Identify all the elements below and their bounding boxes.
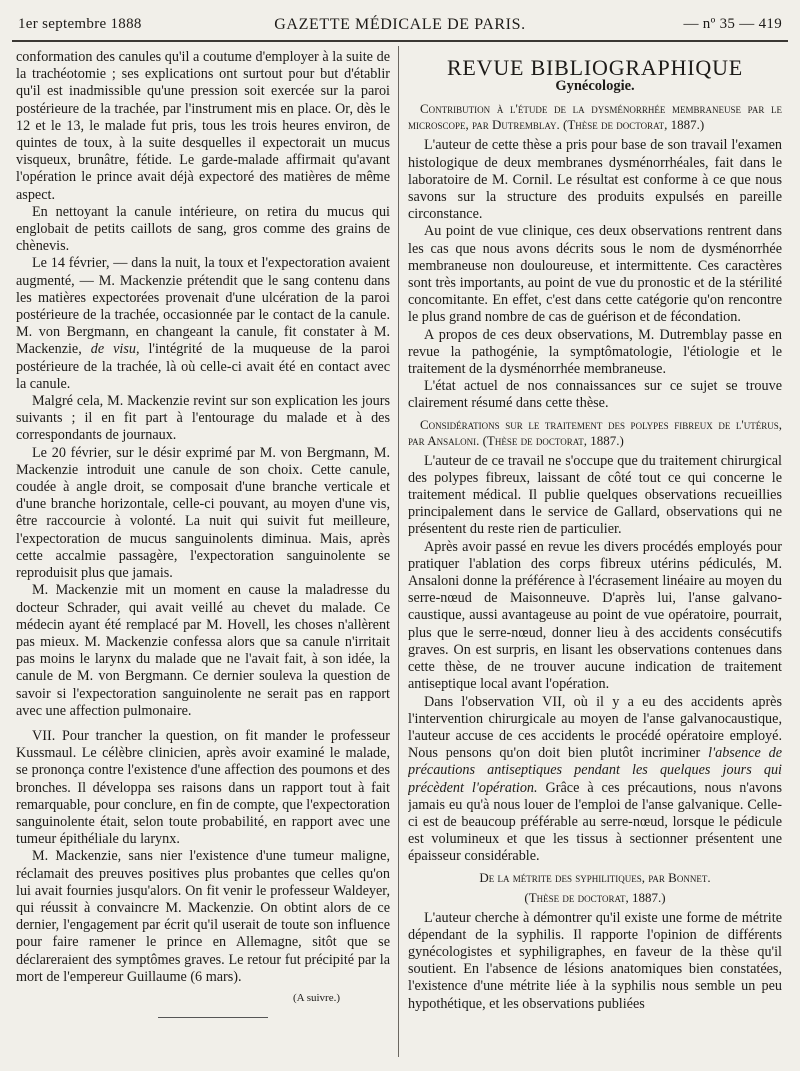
column-divider	[398, 46, 399, 1057]
emphasis: de visu	[90, 341, 136, 358]
paragraph: conformation des canules qu'il a coutume d'employer à la suite de la trachéotomie ; ses explications ont surtout pour but d'établir qu'il est inadmissible qu'une pression soit exercée sur la paroi postérieure de la trachée, par l'instrument mis en place. Or, dès le 12 et le 13, le malade fut pris, tous les trois heures environ, de quintes de toux, à la suite desquelles il expectorait un mucus visqueux, brunâtre, fétide. Le garde-malade affirmait qu'avant l'opération le prince avait déjà expectoré des matières de même aspect.	[16, 49, 390, 203]
section-title: REVUE BIBLIOGRAPHIQUE	[446, 55, 744, 80]
article-title: De la métrite des syphilitiques, par Bonnet.	[479, 869, 711, 885]
page-header	[18, 12, 782, 38]
paragraph: A propos de ces deux observations, M. Dutremblay passe en revue la pathogénie, la symptômatologie, l'étiologie et le traitement de la dysménorrhée membraneuse.	[408, 326, 782, 378]
journal-title: GAZETTE MÉDICALE DE PARIS.	[274, 16, 526, 33]
to-be-continued: (A suivre.)	[292, 991, 340, 1004]
paragraph: M. Mackenzie, sans nier l'existence d'une tumeur maligne, réclamait des preuves positives plus probantes que celles qu'on lui avait fournies jusqu'alors. On fit venir le professeur Waldeyer, qui réussit à convaincre M. Mackenzie. On obtint alors de ce dernier, l'engagement par écrit qu'il userait de toute son influence pour faire ramener le prince en Allemagne, sitôt que se déclareraient des symptômes graves. Le retour fut précipité par la mort de l'empereur Guillaume (6 mars).	[16, 848, 390, 985]
article-title: Considérations sur le traitement des polypes fibreux de l'utérus, par Ansaloni. (Thèse de doctorat, 1887.)	[408, 416, 782, 448]
paragraph: Dans l'observation VII, où il y a eu des accidents après l'intervention chirurgicale au moyen de l'anse galvanocaustique, l'auteur accuse de ces accidents le procédé opératoire employé. Nous pensons qu'on doit bien plutôt incriminer l'absence de précautions antiseptiques pendant les quelques jours qui précèdent l'opération. Grâce à ces précautions, nous n'avons jamais eu qu'à nous louer de l'emploi de l'anse galvanique. Celle-ci est de beaucoup préférable au serre-nœud, lorsque le pédicule est volumineux et que les tissus à sectionner présentent une épaisseur considérable.	[408, 693, 782, 865]
right-column	[408, 49, 782, 1055]
end-rule	[158, 1017, 268, 1018]
emphasis: l'absence de précautions antiseptiques pendant les quelques jours qui précèdent l'opération.	[408, 745, 782, 796]
paragraph: Après avoir passé en revue les divers procédés employés pour pratiquer l'ablation des corps fibreux utérins pédiculés, M. Ansaloni donne la préférence à l'écrasement linéaire au moyen du serre-nœud de Maisonneuve. D'après lui, l'anse galvano-caustique, aussi avantageuse au point de vue opératoire, pourrait, plus que le serre-nœud, donner lieu à des accidents consécutifs graves. On est surpris, en lisant les observations contenues dans cette thèse, de ne trouver aucune indication de traitement antiseptique local avant l'opération.	[408, 538, 782, 693]
paragraph: Le 20 février, sur le désir exprimé par M. von Bergmann, M. Mackenzie introduit une canule de son choix. Cette canule, coudée à angle droit, se composait d'une branche verticale et d'une branche horizontale, celle-ci pouvant, au moyen d'une vis, être raccourcie à volonté. La nuit qui suivit fut meilleure, l'expectoration de mucus sanguinolents diminua. Mais, après cette accalmie passagère, l'expectoration sanguinolente se reproduisit plus que jamais.	[16, 444, 390, 582]
paragraph: L'auteur cherche à démontrer qu'il existe une forme de métrite dépendant de la syphilis. Il rapporte l'opinion de différents gynécologistes et syphiligraphes, en faveur de la thèse qu'il soutient. En l'absence de lésions anatomiques bien constatées, l'existence d'une métrite liée à la syphilis nous semble un peu hypothétique, et les observations publiées	[408, 909, 782, 1012]
paragraph: L'auteur de ce travail ne s'occupe que du traitement chirurgical des polypes fibreux, laissant de côté tout ce qui concerne le traitement médical. Il publie quelques observations recueillies principalement dans le service de Gallard, observations qui ne présentent du reste rien de particulier.	[408, 452, 782, 538]
paragraph: En nettoyant la canule intérieure, on retira du mucus qui englobait de petits caillots de sang, gros comme des grains de chènevis.	[16, 203, 390, 255]
article-title-thesis: (Thèse de doctorat, 1887.)	[524, 889, 666, 905]
left-column	[16, 49, 390, 1055]
header-rule	[12, 40, 788, 42]
section-subtitle: Gynécologie.	[555, 78, 635, 95]
page-number: — nº 35 — 419	[683, 16, 782, 32]
paragraph: M. Mackenzie mit un moment en cause la maladresse du docteur Schrader, qui avait veillé au chevet du malade. Ce médecin ayant été remplacé par M. Hovell, les choses n'allèrent pas mieux. M. Mackenzie confessa alors que sa canule n'irritait pas moins le larynx du malade que ne l'avait fait, à son idée, la canule de M. von Bergmann. Ce dernier souleva la question de savoir si l'expectoration sanguinolente ne serait pas en rapport avec une affection pulmonaire.	[16, 582, 390, 719]
paragraph: Le 14 février, — dans la nuit, la toux et l'expectoration avaient augmenté, — M. Mackenzie prétendit que le sang contenu dans les matières expectorées provenait d'une ulcération de la paroi postérieure de la trachée, occasionnée par le contact de la canule. M. von Bergmann, en changeant la canule, fit constater à M. Mackenzie, de visu, l'intégrité de la muqueuse de la paroi postérieure de la trachée, là où celle-ci avait été en contact avec la canule.	[16, 255, 390, 392]
issue-date: 1er septembre 1888	[18, 16, 142, 32]
article-title: Contribution à l'étude de la dysménorrhée membraneuse par le microscope, par Dutremblay. (Thèse de doctorat, 1887.)	[408, 101, 782, 133]
paragraph: VII. Pour trancher la question, on fit mander le professeur Kussmaul. Le célèbre clinicien, après avoir examiné le malade, se prononça contre l'existence d'une affection des poumons et des bronches. Il développa ses raisons dans un rapport tout à fait remarquable, pour conclure, en fin de compte, que l'expectoration sanguinolente était, selon toute probabilité, en rapport avec une tumeur épithéliale du larynx.	[16, 727, 390, 848]
paragraph: L'état actuel de nos connaissances sur ce sujet se trouve clairement résumé dans cette thèse.	[408, 378, 782, 412]
paragraph: Malgré cela, M. Mackenzie revint sur son explication les jours suivants ; il en fit part à l'entourage du malade et à des correspondants de journaux.	[16, 393, 390, 444]
paragraph: L'auteur de cette thèse a pris pour base de son travail l'examen histologique de deux membranes dysménorrhéales, fait dans le laboratoire de M. Cornil. Le résultat est conforme à ce que nous savons sur la structure des produits expulsés en pareille circonstance.	[408, 137, 782, 223]
paragraph: Au point de vue clinique, ces deux observations rentrent dans les cas que nous avons décrits sous le nom de dysménorrhée membraneuse non douloureuse, et intermittente. Ces caractères sont très importants, au point de vue du pronostic et de la stérilité concomitante. En effet, c'est dans cette catégorie qu'on rencontre le plus grand nombre de cas de guérison et de fécondation.	[408, 223, 782, 326]
